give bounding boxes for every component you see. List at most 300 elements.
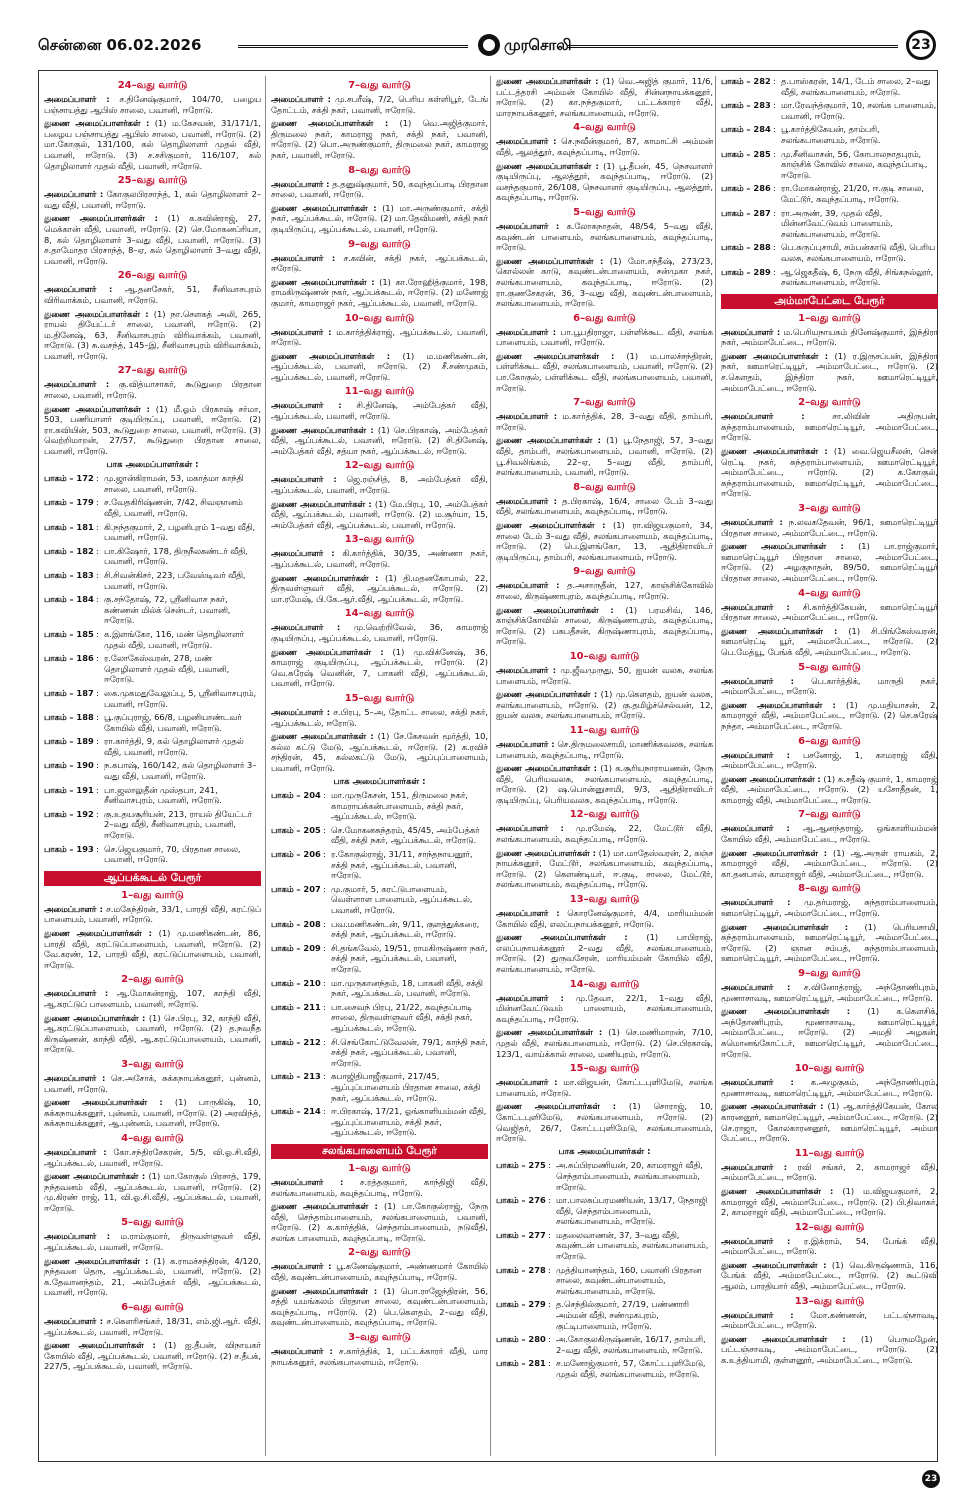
dateline: சென்னை 06.02.2026 <box>38 36 202 54</box>
appointment-entry <box>271 253 488 274</box>
role-label: துணை அமைப்பாளர்கள் : <box>721 1259 827 1270</box>
appointment-entry <box>44 904 261 925</box>
booth-colon: : <box>323 918 326 929</box>
appointment-entry <box>44 1097 261 1129</box>
appointee-details: (1) க.சூரியநாராயணன், நேரு வீதி, பெரியவலசு, சலங்கபாளையம், கவுந்தப்பாடி, ஈரோடு. (2) ஷ.பொன்னுசாமி, 9/3, ஆதிதிராவிடர் குடியிருப்பு, பெரியவலசு, கவுந்தப்பாடி, ஈரோடு. <box>496 763 713 805</box>
appointment-entry <box>721 626 938 658</box>
booth-appointee: ந.கபாஷ், 160/142, கல் தொழிலாளர் 3–வது வீதி, பவானி, ஈரோடு. <box>104 760 257 782</box>
appointee-details: (1) செ.பிரகாஷ், அம்பேத்கர் வீதி, ஆப்பக்கூடல், பவானி, ஈரோடு. (2) சி.தினேஷ், அம்பேத்கர் வீதி, சத்யா நகர், ஆப்பக்கூடல், ஈரோடு. <box>271 424 488 456</box>
booth-number: பாகம் – 182 <box>44 545 94 556</box>
booth-appointee: ரா.அருண், 39, முதல் வீதி, மின்னவேட்டுவம் பாளையம், சலங்கபாளையம், ஈரோடு. <box>781 207 893 239</box>
booth-colon: : <box>773 100 776 111</box>
appointee-details: ஆ.தனசேகர், 51, சீனிவாசபுரம் விரிவாக்கம், பவானி, ஈரோடு. <box>44 284 261 305</box>
appointment-entry <box>271 203 488 235</box>
booth-colon: : <box>548 1160 551 1171</box>
booth-entry <box>44 736 261 757</box>
role-label: துணை அமைப்பாளர்கள் : <box>721 1101 824 1112</box>
role-label: துணை அமைப்பாளர்கள் : <box>44 1097 163 1108</box>
booth-entry <box>44 570 261 591</box>
role-label: துணை அமைப்பாளர்கள் : <box>496 76 599 86</box>
appointment-entry <box>721 1101 938 1143</box>
ward-heading: 3–வது வார்டு <box>798 503 861 514</box>
booth-appointee: பவ.மணிகண்டன், 9/11, குளத்துக்கரை, சக்தி நகர், ஆப்பக்கூடல், ஈரோடு. <box>331 918 480 940</box>
appointment-entry <box>721 517 938 538</box>
appointee-details: ச.கவின், சக்தி நகர், ஆப்பக்கூடல், ஈரோடு. <box>271 252 488 274</box>
role-label: துணை அமைப்பாளர்கள் : <box>271 118 389 129</box>
appointee-details: (1) மா.கோகுல் பிரசாத், 179, நந்தவனம் வீதி, ஆப்பக்கூடல், பவானி, ஈரோடு. (2) மு.கிரண் ராஜ், 11, வி.ஓ.சி.வீதி, ஆப்பக்கூடல், பவானி, ஈரோடு. <box>44 1171 261 1213</box>
booth-entry <box>44 546 261 567</box>
appointment-entry <box>44 1013 261 1055</box>
booth-entry <box>496 1230 713 1262</box>
appointment-entry <box>271 351 488 383</box>
appointment-entry <box>496 435 713 477</box>
appointee-details: (1) நா.சௌகத் அலி, 265, ராயல் தியேட்டர் சாலை, பவானி, ஈரோடு. (2) ம.தினேஷ், 63, சீனிவாசபுரம் விரிவாக்கம், பவானி, ஈரோடு. (3) சு.வசந்த், 145–இ, சீனிவாசபுரம் விரிவாக்கம், பவானி, ஈரோடு. <box>44 308 261 361</box>
booth-colon: : <box>96 497 99 508</box>
booth-appointee: மா.முருகேசன், 151, திருமலை நகர், காமராயக்கன்பாளையம், சக்தி நகர், ஆப்பக்கூடல், ஈரோடு. <box>331 790 468 822</box>
masthead-rule-right <box>568 45 898 48</box>
appointment-entry <box>44 1316 261 1337</box>
role-label: அமைப்பாளர் : <box>271 252 336 263</box>
appointee-details: (1) ம.கேசவன், 31/171/1, பழைய பஞ்சாயத்து ஆபிஸ் சாலை, பவானி, ஈரோடு. (2) மா.கோகுல், 131/100, கல் தொழிலாளர் முதல் வீதி, பவானி, ஈரோடு. (3) ச.சசிகுமார், 116/107, கல் தொழிலாளர் முதல் வீதி, பவானி, ஈரோடு. <box>44 118 261 171</box>
appointee-details: (1) மே.பிரபு, 10, அம்பேத்கர் வீதி, ஆப்பக்கூடல், பவானி, ஈரோடு. (2) ம.சூர்யா, 15, அம்பேத்கர் வீதி, ஆப்பக்கூடல், பவானி, ஈரோடு. <box>271 498 488 530</box>
appointee-details: கு.வித்யாசாகர், கூடுதுறை பிரதான சாலை, பவானி, ஈரோடு. <box>44 379 261 401</box>
footer-page-number: 23 <box>922 1470 940 1488</box>
appointment-entry <box>271 647 488 689</box>
booth-colon: : <box>96 736 99 747</box>
booth-appointee: கி.நந்தகுமார், 2, பழனிபுரம் 1–வது வீதி, பவானி, ஈரோடு. <box>104 521 256 543</box>
appointee-details: செ.அசோக், சுக்கநாயக்கனூர், புன்னம், பவானி, ஈரோடு. <box>44 1072 261 1094</box>
booth-number: பாகம் – 277 <box>496 1229 546 1240</box>
appointment-entry <box>271 474 488 495</box>
booth-appointee: மதலைவாணன், 37, 3–வது வீதி, கவுண்டன் பாளையம், சலங்கபாளையம், ஈரோடு. <box>556 1229 709 1262</box>
booth-number: பாகம் – 212 <box>271 1036 321 1047</box>
appointment-entry <box>44 404 261 457</box>
role-label: துணை அமைப்பாளர்கள் : <box>44 1340 156 1351</box>
booth-number: பாகம் – 213 <box>271 1071 321 1082</box>
booth-entry <box>721 208 938 240</box>
appointee-details: (1) பெருமழேன், பட்டஞ்சாவடி, அம்மாபேட்டை, ஈரோடு. (2) க.உத்தியாமி, குள்ளனூர், அம்மாபேட்டை, ஈரோடு. <box>721 1333 938 1366</box>
role-label: அமைப்பாளர் : <box>721 326 781 337</box>
role-label: துணை அமைப்பாளர்கள் : <box>496 435 601 446</box>
booth-colon: : <box>773 266 776 277</box>
ward-heading: 10–வது வார்டு <box>794 1063 865 1075</box>
role-label: துணை அமைப்பாளர்கள் : <box>271 572 379 583</box>
appointment-entry <box>721 1077 938 1098</box>
appointment-entry <box>721 774 938 806</box>
booth-colon: : <box>323 883 326 894</box>
booth-number: பாகம் – 214 <box>271 1106 321 1117</box>
booth-colon: : <box>773 207 776 218</box>
role-label: அமைப்பாளர் : <box>271 622 341 633</box>
appointee-details: மு.வெற்றிவேல், 36, காமராஜ் குடியிருப்பு, ஆப்பக்கூடல், பவானி, ஈரோடு. <box>271 622 488 643</box>
booth-appointee: ச.மனோஜ்குமார், 57, கோட்டபுளிமேடு, முதல் வீதி, சலங்கபாளையம், ஈரோடு. <box>556 1358 706 1379</box>
appointee-details: (1) சே.கேசவன் மூர்த்தி, 10, கல்ல கட்டு மேடு, ஆப்பக்கூடல், ஈரோடு. (2) க.ரவிச் சந்திரன், 45, கல்லகட்டு மேடு, ஆப்புப்பாளையம், பவானி, ஈரோடு. <box>271 731 488 773</box>
booth-colon: : <box>773 76 776 86</box>
appointment-entry <box>721 823 938 844</box>
booth-number: பாகம் – 280 <box>496 1334 546 1345</box>
role-label: அமைப்பாளர் : <box>44 903 103 914</box>
role-label: துணை அமைப்பாளர்கள் : <box>271 1201 378 1212</box>
booth-appointee: செ.மோகனசுந்தரம், 45/45, அம்பேத்கர் வீதி, சக்தி நகர், ஆப்பக்கூடல், ஈரோடு. <box>331 824 480 846</box>
appointment-entry <box>721 1186 938 1218</box>
booth-colon: : <box>96 808 99 819</box>
appointee-details: (1) வெ.கிருஷ்ணாம், 116, பேங்க் வீதி, அம்மாபேட்டை, ஈரோடு. (2) கூட்டுவி ஆலம், பாரதியார் வீதி, அம்மாபேட்டை, ஈரோடு. <box>721 1259 938 1292</box>
role-label: அமைப்பாளர் : <box>271 94 331 104</box>
booth-appointee: கு.உதயசூரியன், 213, ராயல் தியேட்டர் 2–வது வீதி, சீனிவாசபுரம், பவானி, ஈரோடு. <box>104 808 253 841</box>
ward-heading: 6–வது வார்டு <box>121 1302 184 1314</box>
appointee-details: செ.நவீன்குமார், 87, காமாட்சி அம்மன் வீதி, ஆலத்தூர், கவுந்தப்பாடி, ஈரோடு. <box>496 136 713 157</box>
section-banner: சலங்கபாளையம் பேரூர் <box>271 1144 488 1159</box>
ward-heading: 10–வது வார்டு <box>344 312 415 324</box>
role-label: துணை அமைப்பாளர்கள் : <box>496 255 604 266</box>
booth-entry <box>721 149 938 181</box>
booth-colon: : <box>773 183 776 194</box>
appointee-details: (1) மீ.ஓம் பிரகாஷ் சர்மா, 503, பணியாளர் குடியிருப்பு, பவானி, ஈரோடு. (2) ரா.கவியின், 503, கூடுதுறை சாலை, பவானி, ஈரோடு. (3) வெற்றிமாறன், 27/57, கூடுதுறை பிரதான சாலை, பவானி, ஈரோடு. <box>44 403 261 457</box>
appointment-entry <box>271 118 488 160</box>
ward-heading: 1–வது வார்டு <box>348 1162 411 1174</box>
appointee-details: சி.தினேஷ், அம்பேத்கர் வீதி, ஆப்பக்கூடல், பவானி, ஈரோடு. <box>271 400 488 422</box>
booth-number: பாகம் – 209 <box>271 942 321 953</box>
ward-heading: 8–வது வார்டு <box>798 883 861 895</box>
appointee-details: க.லோகநாதன், 48/54, 5–வது வீதி, கவுண்டன் பாளையம், சலங்கபாளையம், கவுந்தப்பாடி, ஈரோடு. <box>496 220 713 253</box>
appointee-details: பெ.கார்த்திக், மாருதி நகர், அம்மாபேட்டை, ஈரோடு. <box>721 675 938 697</box>
appointment-entry <box>271 94 488 115</box>
appointee-details: சி.கார்த்திகேயன், ஊமாரெட்டியூர் பிரதான சாலை, அம்மாபேட்டை, ஈரோடு. <box>721 601 938 623</box>
appointee-details: மு.தர்மராஜ், சுந்தராம்பாளையம், ஊமாரெட்டியூர், அம்மாபேட்டை, ஈரோடு. <box>721 897 938 919</box>
appointment-entry <box>271 622 488 643</box>
booth-appointee: பூ.கார்த்திகேயன், தாம்பரி, சலங்கபாளையம், ஈரோடு. <box>781 124 881 145</box>
booth-number: பாகம் – 282 <box>721 76 771 86</box>
appointment-entry <box>271 1286 488 1328</box>
column-1 <box>44 76 261 1456</box>
booth-colon: : <box>96 473 99 484</box>
role-label: அமைப்பாளர் : <box>44 988 109 999</box>
role-label: அமைப்பாளர் : <box>271 178 330 189</box>
ward-heading: 24–வது வார்டு <box>117 80 188 91</box>
booth-number: பாகம் – 279 <box>496 1299 546 1310</box>
role-label: அமைப்பாளர் : <box>496 823 564 834</box>
booth-appointee: க.இளங்கோ, 116, மண் தொழிலாளர் முதல் வீதி, பவானி, ஈரோடு. <box>104 628 244 650</box>
ward-heading: 7–வது வார்டு <box>573 397 636 409</box>
ward-heading: 26–வது வார்டு <box>117 270 188 282</box>
role-label: துணை அமைப்பாளர்கள் : <box>44 1255 149 1266</box>
booth-entry <box>271 790 488 822</box>
appointee-details: ச.கார்த்திக், 1, பட்டக்காரர் வீதி, மார நாயக்கனூர், சலங்கபாளையம், ஈரோடு. <box>271 1346 488 1367</box>
role-label: துணை அமைப்பாளர்கள் : <box>721 625 838 636</box>
role-label: துணை அமைப்பாளர்கள் : <box>496 1101 617 1112</box>
appointment-entry <box>44 988 261 1009</box>
booth-entry <box>496 1195 713 1227</box>
ward-heading: 9–வது வார்டு <box>798 968 861 979</box>
appointment-entry <box>44 189 261 210</box>
appointment-entry <box>496 161 713 203</box>
booth-entry <box>271 919 488 940</box>
appointment-entry <box>721 897 938 918</box>
ward-heading: 27–வது வார்டு <box>117 365 188 377</box>
appointment-entry <box>271 1261 488 1282</box>
ward-heading: 1–வது வார்டு <box>121 889 184 901</box>
booth-appointee: ரா.கார்த்தி, 9, கல் தொழிலாளர் முதல் வீதி, பவானி, ஈரோடு. <box>104 736 244 757</box>
appointment-entry <box>721 922 938 964</box>
appointment-entry <box>271 499 488 531</box>
role-label: அமைப்பாளர் : <box>721 1161 788 1172</box>
appointment-entry <box>721 411 938 443</box>
booth-appointee: அ.சுப்பிரமணியன், 20, காமராஜர் வீதி, செந்தாம்பாளையம், சலங்கபாளையம், ஈரோடு. <box>556 1160 703 1192</box>
appointment-entry <box>271 1177 488 1198</box>
role-label: துணை அமைப்பாளர்கள் : <box>721 699 836 710</box>
role-label: துணை அமைப்பாளர்கள் : <box>721 1185 834 1196</box>
appointment-entry <box>271 425 488 457</box>
appointee-details: (1) க.கௌசிக், அந்தோணிபுரம், மூணாசாவடி, ஊமாரெட்டியூர், அம்மாபேட்டை, ஈரோடு. (2) அமதி அழகன், சுமொனங்கோட்டர், ஊமாரெட்டியூர், அம்மாபேட்டை, ஈரோடு. <box>721 1006 938 1059</box>
appointment-entry <box>271 1201 488 1243</box>
booth-entry <box>44 497 261 518</box>
appointment-entry <box>496 496 713 517</box>
ward-heading: 10–வது வார்டு <box>569 650 640 662</box>
booth-number: பாகம் – 211 <box>271 1001 321 1012</box>
role-label: துணை அமைப்பாளர்கள் : <box>271 276 375 287</box>
appointee-details: (1) செ.மணிமாறன், 7/10, முதல் வீதி, சலங்கபாளையம், ஈரோடு. (2) செ.பிரகாஷ், 123/1, வாய்க்கால் சாலை, மணியுரம், ஈரோடு. <box>496 1027 713 1059</box>
booth-appointee: ஈ.பிரகாஷ், 17/21, ஓங்காளியம்மன் வீதி, ஆப்புப்பாளையம், சக்தி நகர், ஆப்பக்கூடல், ஈரோடு. <box>331 1106 487 1138</box>
booth-number: பாகம் – 275 <box>496 1160 546 1171</box>
booth-number: பாகம் – 193 <box>44 843 94 854</box>
booth-number: பாகம் – 283 <box>721 100 771 111</box>
booth-colon: : <box>96 784 99 795</box>
appointee-details: ஆ.மோகன்ராஜ், 107, காந்தி வீதி, ஆ.கரட்டுப் பாளையம், பவானி, ஈரோடு. <box>44 988 261 1009</box>
appointment-entry <box>496 1077 713 1098</box>
booth-colon: : <box>96 521 99 532</box>
role-label: அமைப்பாளர் : <box>271 1346 333 1357</box>
appointee-details: (1) மா.மாதேஸ்வரன், 2, கஞ்ச நாயக்கனூர், மேட்டூர், சலங்கபாளையம், கவுந்தப்பாடி, ஈரோடு. (2) கௌண்டியர், ஈ.குடி, சாலை, மேட்டூர், சலங்கபாளையம், கவுந்தப்பாடி, ஈரோடு. <box>496 847 713 890</box>
appointment-entry <box>721 982 938 1003</box>
appointment-entry <box>496 256 713 309</box>
appointment-entry <box>271 1346 488 1367</box>
ward-heading: 14–வது வார்டு <box>344 608 415 620</box>
booth-number: பாகம் – 278 <box>496 1264 546 1275</box>
booth-appointee: பா.ஜலாலுதீன் முஸ்தபா, 241, சீனிவாசபுரம், பவானி, ஈரோடு. <box>104 784 222 806</box>
role-label: துணை அமைப்பாளர்கள் : <box>496 1027 603 1038</box>
appointment-entry <box>271 327 488 348</box>
ward-heading: 2–வது வார்டு <box>798 397 861 409</box>
role-label: அமைப்பாளர் : <box>721 1309 794 1320</box>
appointee-details: கோகுலபிரசாந்த், 1, கல் தொழிலாளர் 2–வது வீதி, பவானி, ஈரோடு. <box>44 189 261 210</box>
ward-heading: 11–வது வார்டு <box>569 724 640 736</box>
booth-appointee: சுபாஜிதிபாஜீகுமார், 217/45, ஆப்புப்பாளையம் பிரதான சாலை, சக்தி நகர், ஆப்பக்கூடல், ஈரோடு. <box>331 1071 481 1103</box>
role-label: அமைப்பாளர் : <box>44 94 110 104</box>
booth-entry <box>271 1106 488 1138</box>
appointee-details: மு.சபரீஷ், 7/2, பெரிய கள்ளிபூர், டேங் தோட்டம், சக்தி நகர், பவானி, ஈரோடு. <box>271 94 488 115</box>
booth-colon: : <box>773 242 776 253</box>
booth-appointee: சி.செங்கோட்டுவேலன், 79/1, காந்தி நகர், சக்தி நகர், ஆப்பக்கூடல், பவானி, ஈரோடு. <box>331 1036 488 1068</box>
ward-heading: 13–வது வார்டு <box>569 894 640 906</box>
booth-subheading: பாக அமைப்பாளர்கள் : <box>558 1146 651 1157</box>
appointee-details: (1) க.கவின்ராஜ், 27, மெக்கான் வீதி, பவானி, ஈரோடு. (2) செ.மோகனப்ரியா, 8, கல் தொழிலாளர் 3–வது வீதி, பவானி, ஈரோடு. (3) ச.தாமோதர பிரசாந்த், 8–ஏ, கல் தொழிலாளர் 3–வது வீதி, பவானி, ஈரோடு. <box>44 213 261 266</box>
column-2 <box>271 76 488 1456</box>
column-3 <box>496 76 713 1456</box>
appointee-details: (1) ஐ.தீபன், விநாயகர் கோயில் வீதி, ஆப்பக்கூடல், பவானி, ஈரோடு. (2) ச.தீபக், 227/5, ஆப்பக்கூடல், பவானி, ஈரோடு. <box>44 1340 261 1372</box>
appointee-details: (1) பூ.தீபன், 45, நெசவாளர் குடியிருப்பு, ஆலத்தூர், கவுந்தப்பாடி, ஈரோடு. (2) வசந்தகுமார், 26/108, நெசவாளர் குடியிருப்பு, ஆலத்தூர், கவுந்தப்பாடி, ஈரோடு. <box>496 160 713 203</box>
appointee-details: கொரனேஷ்குமார், 4/4, மாரியம்மன் கோயில் வீதி, எலப்பநாயக்கனூர், ஈரோடு. <box>496 908 713 929</box>
role-label: அமைப்பாளர் : <box>496 1077 558 1088</box>
role-label: துணை அமைப்பாளர்கள் : <box>44 1012 146 1023</box>
booth-appointee: அ.கோகுலகிருஷ்ணன், 16/17, தாம்பரி, 2–வது வீதி, சலங்கபாளையம், ஈரோடு. <box>556 1334 706 1355</box>
masthead-rule-left <box>238 45 468 48</box>
appointment-entry <box>496 932 713 974</box>
ward-heading: 7–வது வார்டு <box>348 80 411 91</box>
booth-number: பாகம் – 206 <box>271 849 321 860</box>
booth-entry <box>271 943 488 975</box>
booth-colon: : <box>96 545 99 556</box>
ward-heading: 11–வது வார்டு <box>344 386 415 398</box>
appointment-entry <box>44 928 261 970</box>
appointee-details: (1) செ.பிரபு, 32, காந்தி வீதி, ஆ.கரட்டுப்பாளையம், பவானி, ஈரோடு. (2) த.நவநீத கிருஷ்ணன், காந்தி வீதி, ஆ.கரட்டுப்பாளையம், பவானி, ஈரோடு. <box>44 1012 261 1055</box>
role-label: அமைப்பாளர் : <box>721 601 790 612</box>
appointee-details: (1) பூ.நேதாஜி, 57, 3–வது வீதி, தாம்பரி, சலங்கபாளையம், பவானி, ஈரோடு. (2) பூ.சிவலிங்கம், 22–ஏ, 5–வது வீதி, தாம்பரி, சலங்கபாளையம், பவானி, ஈரோடு. <box>496 435 713 478</box>
role-label: அமைப்பாளர் : <box>44 1072 106 1083</box>
role-label: அமைப்பாளர் : <box>721 411 805 422</box>
booth-appointee: பூ.குப்புராஜ், 66/8, பழனியாண்டவர் கோயில் வீதி, பவானி, ஈரோடு. <box>104 712 242 733</box>
role-label: துணை அமைப்பாளர்கள் : <box>721 847 828 858</box>
appointee-details: (1) ம.பாலச்சந்திரன், பள்ளிக்கூட வீதி, சலங்கபாளையம், பவானி, ஈரோடு. (2) பா.கோகுல், பள்ளிக்கூட வீதி, சலங்கபாளையம், பவானி, ஈரோடு. <box>496 350 713 393</box>
ward-heading: 8–வது வார்டு <box>348 164 411 176</box>
booth-number: பாகம் – 287 <box>721 207 771 218</box>
role-label: அமைப்பாளர் : <box>271 706 331 717</box>
role-label: துணை அமைப்பாளர்கள் : <box>44 213 158 224</box>
booth-appointee: மா.பாலசுப்பரமணியன், 13/17, நேதாஜி வீதி, செந்தாம்பாளையம், சலங்கபாளையம், ஈரோடு. <box>556 1195 708 1227</box>
role-label: துணை அமைப்பாளர்கள் : <box>496 604 614 615</box>
role-label: துணை அமைப்பாளர்கள் : <box>721 350 829 361</box>
appointment-entry <box>721 700 938 732</box>
role-label: துணை அமைப்பாளர்கள் : <box>496 520 606 530</box>
booth-colon: : <box>96 712 99 723</box>
booth-colon: : <box>323 1001 326 1012</box>
appointment-entry <box>271 400 488 421</box>
appointee-details: (1) பாபிராஜ், எலப்பநாயக்கனூர் 2–வது வீதி, சலங்கபாளையம், ஈரோடு. (2) துருவசேரன், மாரியம்மன் கோயில் வீதி, சலங்கபாளையம், ஈரோடு. <box>496 932 713 974</box>
booth-entry <box>721 267 938 288</box>
ward-heading: 1–வது வார்டு <box>798 312 861 324</box>
ward-heading: 3–வது வார்டு <box>348 1332 411 1344</box>
page-number-badge: 23 <box>906 30 936 60</box>
role-label: அமைப்பாளர் : <box>271 1176 344 1187</box>
appointee-details: (1) பரமசிவ், 146, காஞ்சிக்கோவில் சாலை, கிருஷ்ணாபுரம், கவுந்தப்பாடி, ஈரோடு. (2) பசுபதீசன், கிருஷ்ணாபுரம், கவுந்தப்பாடி, ஈரோடு. <box>496 604 713 647</box>
appointee-details: (1) மோ.சந்தீஷ், 273/23, கொல்லன் காடு, கவுண்டன்பாளையம், சன்முகா நகர், சலங்கபாளையம், கவுந்தப்பாடி, ஈரோடு. (2) ரா.குணசேகரன், 36, 3–வது வீதி, கவுண்டன்பாளையம், சலங்கபாளையம், ஈரோடு. <box>496 255 713 309</box>
appointment-entry <box>721 327 938 348</box>
role-label: துணை அமைப்பாளர்கள் : <box>496 847 596 858</box>
appointee-details: மா.விஜயன், கோட்டபுளிமேடு, சலங்க பாளையம், ஈரோடு. <box>496 1077 713 1098</box>
booth-appointee: ஆ.ஜெகதீஷ், 6, நேரு வீதி, சிங்கநல்லூர், சலங்கபாளையம், ஈரோடு. <box>781 266 934 288</box>
appointee-details: (1) பா.ராஜ்குமார், ஊமாரெட்டியூர் பிரதான சாலை, அம்மாபேட்டை, ஈரோடு. (2) அழகுநாதன், 89/50, ஊமாரெட்டியூர் பிரதான சாலை, அம்மாபேட்டை, ஈரோடு. <box>721 541 938 583</box>
appointment-entry <box>721 750 938 771</box>
booth-entry <box>44 809 261 841</box>
booth-number: பாகம் – 185 <box>44 628 94 639</box>
appointment-entry <box>496 823 713 844</box>
appointee-details: மு.ஜீவமுருது, 50, ஐயன் வலசு, சலங்க பாளையம், ஈரோடு. <box>496 664 713 686</box>
booth-entry <box>44 785 261 806</box>
role-label: துணை அமைப்பாளர்கள் : <box>44 118 150 129</box>
role-label: துணை அமைப்பாளர்கள் : <box>496 350 615 361</box>
booth-number: பாகம் – 207 <box>271 883 321 894</box>
appointee-details: ர.இக்ராம், 54, பேங்க் வீதி, அம்மாபேட்டை, ஈரோடு. <box>721 1235 938 1257</box>
appointment-entry <box>44 1147 261 1168</box>
appointee-details: (1) சொராஜ், 10, கோட்டபுளிமேடு, சலங்கபாளையம், ஈரோடு. (2) வெஜிதர், 26/7, கோட்டபுளிமேடு, சலங்கபாளையம், ஈரோடு. <box>496 1101 713 1144</box>
role-label: அமைப்பாளர் : <box>496 136 557 147</box>
role-label: அமைப்பாளர் : <box>721 675 794 686</box>
booth-entry <box>721 183 938 204</box>
role-label: துணை அமைப்பாளர்கள் : <box>271 731 374 742</box>
appointment-entry <box>271 277 488 309</box>
appointee-details: (1) வை.ஜெயசீலன், சென் ரெட்டி நகர், சுந்தராம்பாளையம், ஊமாரெட்டியூர், அம்மாபேட்டை, ஈரோடு. (2) க.கோகுல், சுந்தராம்பாளையம், ஊமாரெட்டியூர், அம்மாபேட்டை, ஈரோடு. <box>721 446 938 499</box>
booth-entry <box>496 1299 713 1331</box>
appointment-entry <box>496 689 713 721</box>
appointee-details: ச.கௌரிசங்கர், 18/31, எம்.ஜி.ஆர். வீதி, ஆப்பக்கூடல், பவானி, ஈரோடு. <box>44 1316 261 1337</box>
booth-number: பாகம் – 190 <box>44 760 94 771</box>
booth-colon: : <box>323 977 326 988</box>
column-4 <box>721 76 938 1456</box>
booth-appointee: பா.சைவந் பிரபு, 21/22, கவுந்தப்பாடி சாலை, திருவள்ளுவர் வீதி, சக்தி நகர், ஆப்பக்கூடல், ஈரோடு. <box>331 1001 473 1033</box>
ward-heading: 2–வது வார்டு <box>121 974 184 986</box>
ward-heading: 14–வது வார்டு <box>569 978 640 990</box>
ward-heading: 12–வது வார்டு <box>569 809 640 821</box>
appointee-details: (1) மு.கௌதம், ஐயன் வலசு, சலங்கபாளையம், ஈரோடு. (2) கு.தமிழ்ச்செல்வன், 12, ஐயன் வலசு, சலங்கபாளையம், ஈரோடு. <box>496 689 713 721</box>
appointment-entry <box>271 548 488 569</box>
appointment-entry <box>496 605 713 647</box>
column-divider <box>490 76 491 1456</box>
appointment-entry <box>496 136 713 157</box>
appointee-details: ம.கார்த்திக், 28, 3–வது வீதி, தாம்பரி, ஈரோடு. <box>496 411 713 432</box>
ward-heading: 7–வது வார்டு <box>798 809 861 821</box>
booth-entry <box>271 825 488 846</box>
appointment-entry <box>44 1340 261 1372</box>
role-label: அமைப்பாளர் : <box>721 897 791 908</box>
ward-heading: 9–வது வார்டு <box>348 238 411 250</box>
appointment-entry <box>496 993 713 1025</box>
appointee-details: ச.வினோத்ராஜ், அந்தோணிபுரம், மூணாசாவடி, ஊமாரெட்டியூர், அம்மாபேட்டை, ஈரோடு. <box>721 982 938 1003</box>
role-label: அமைப்பாளர் : <box>271 1261 332 1272</box>
role-label: அமைப்பாளர் : <box>44 189 104 200</box>
appointment-entry <box>721 1310 938 1331</box>
ward-heading: 2–வது வார்டு <box>348 1247 411 1259</box>
appointee-details: ம.ராம்குமார், திருவள்ளுவர் வீதி, ஆப்பக்கூடல், பவானி, ஈரோடு. <box>44 1231 261 1253</box>
role-label: அமைப்பாளர் : <box>721 1077 794 1088</box>
booth-entry <box>721 76 938 97</box>
appointment-entry <box>496 908 713 929</box>
appointment-entry <box>44 284 261 305</box>
column-divider <box>265 76 266 1456</box>
booth-entry <box>721 124 938 145</box>
role-label: அமைப்பாளர் : <box>44 379 110 390</box>
role-label: துணை அமைப்பாளர்கள் : <box>721 541 844 552</box>
appointment-entry <box>496 351 713 393</box>
role-label: துணை அமைப்பாளர்கள் : <box>496 932 628 943</box>
role-label: துணை அமைப்பாளர்கள் : <box>721 1006 851 1017</box>
booth-appointee: ர.கோகுல்ராஜ், 31/11, சாந்தநாயனூர், சக்தி நகர், ஆப்பக்கூடல், பவானி, ஈரோடு. <box>331 849 473 881</box>
booth-number: பாகம் – 186 <box>44 653 94 664</box>
appointee-details: (1) ஆ.கார்த்திகேயன், கோல காரனனூர், ஊமாரெட்டியூர், அம்மாபேட்டை, ஈரோடு. (2) செ.ராஜா, கோலகாரனனூர், ஊமாரெட்டியூர், அம்மா பேட்டை, ஈரோடு. <box>721 1101 938 1144</box>
role-label: அமைப்பாளர் : <box>721 517 783 527</box>
booth-number: பாகம் – 172 <box>44 473 94 484</box>
booth-number: பாகம் – 183 <box>44 569 94 580</box>
booth-appointee: ர.லோகேஸ்வரன், 278, மண் தொழிலாளர் முதல் வீதி, பவானி, ஈரோடு. <box>104 653 230 685</box>
booth-subheading: பாக அமைப்பாளர்கள் : <box>333 776 426 787</box>
booth-colon: : <box>773 124 776 135</box>
appointment-entry <box>44 1073 261 1094</box>
appointee-details: (1) மு.விக்னேஷ், 36, காமராஜ் குடியிருப்பு, ஆப்பக்கூடல், ஈரோடு. (2) வெ.சுரேஷ் வெனின், 7, பாகனி வீதி, ஆப்பக்கூடல், பவானி, ஈரோடு. <box>271 646 488 689</box>
ward-heading: 3–வது வார்டு <box>121 1058 184 1070</box>
role-label: துணை அமைப்பாளர்கள் : <box>721 921 849 932</box>
booth-number: பாகம் – 184 <box>44 594 94 605</box>
appointment-entry <box>496 1027 713 1059</box>
appointment-entry <box>44 379 261 400</box>
booth-number: பாகம் – 289 <box>721 266 771 277</box>
